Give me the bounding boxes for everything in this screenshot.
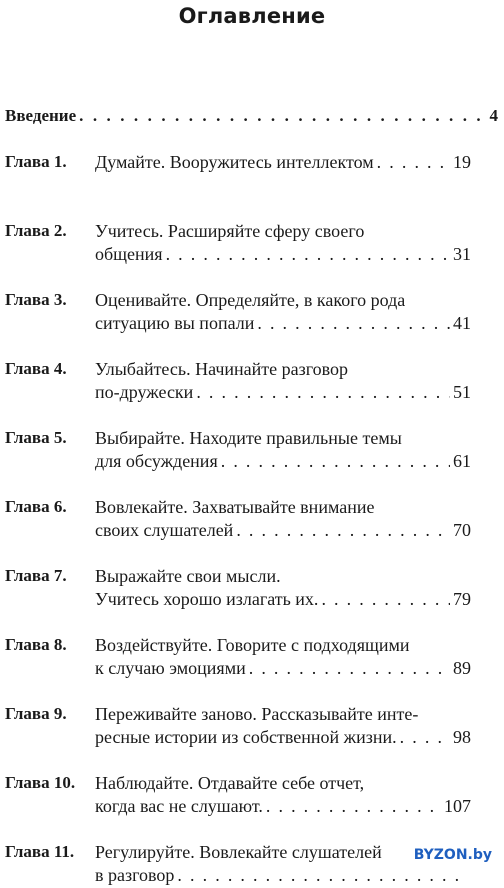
chapter-title-text: Думайте. Вооружитесь интеллектом bbox=[95, 152, 374, 172]
chapter-number: Глава 11. bbox=[5, 842, 75, 861]
page-number: 107 bbox=[444, 796, 471, 816]
chapter-title bbox=[95, 635, 471, 681]
chapter-title-text: Выбирайте. Находите правильные темы bbox=[95, 428, 402, 448]
chapter-title-line bbox=[95, 865, 471, 888]
chapter-title-text: Учитесь хорошо излагать их. bbox=[95, 589, 319, 609]
chapter-number: Глава 10. bbox=[5, 773, 76, 792]
page-number: 61 bbox=[453, 451, 471, 471]
chapter-title-line bbox=[95, 359, 471, 382]
chapter-title-text: Регулируйте. Вовлекайте слушателей bbox=[95, 842, 382, 862]
chapter-title-line bbox=[95, 497, 471, 520]
chapter-title-text: к случаю эмоциями bbox=[95, 658, 246, 678]
dot-leader bbox=[377, 152, 450, 173]
chapter-title-line bbox=[95, 773, 471, 796]
chapter-title bbox=[95, 773, 471, 819]
chapter-title-text: Воздействуйте. Говорите с подходящими bbox=[95, 635, 410, 655]
chapter-number: Глава 5. bbox=[5, 428, 67, 447]
dot-leader bbox=[196, 382, 450, 403]
chapter-title-text: Наблюдайте. Отдавайте себе отчет, bbox=[95, 773, 365, 793]
chapter-title bbox=[95, 152, 471, 175]
chapter-number: Глава 8. bbox=[5, 635, 67, 654]
chapter-title-line bbox=[95, 152, 471, 175]
chapter-title-line bbox=[95, 727, 471, 750]
chapter-title-line bbox=[95, 566, 471, 589]
dot-leader bbox=[266, 796, 441, 817]
chapter-title-line bbox=[95, 313, 471, 336]
dot-leader bbox=[257, 313, 450, 334]
dot-leader bbox=[249, 658, 450, 679]
page-number: 98 bbox=[453, 727, 471, 747]
chapter-number: Глава 6. bbox=[5, 497, 67, 516]
page-number: 51 bbox=[453, 382, 471, 402]
chapter-number: Глава 1. bbox=[5, 152, 67, 171]
chapter-title-line bbox=[95, 520, 471, 543]
chapter-title-text: своих слушателей bbox=[95, 520, 234, 540]
chapter-title-text: Улыбайтесь. Начинайте разговор bbox=[95, 359, 349, 379]
page-number: 89 bbox=[453, 658, 471, 678]
chapter-title-text: Оценивайте. Определяйте, в какого рода bbox=[95, 290, 406, 310]
chapter-title-line bbox=[95, 382, 471, 405]
chapter-title-line bbox=[95, 796, 471, 819]
page-number: 79 bbox=[453, 589, 471, 609]
chapter-number: Глава 9. bbox=[5, 704, 67, 723]
chapter-title-text: Вовлекайте. Захватывайте внимание bbox=[95, 497, 375, 517]
chapter-number: Глава 7. bbox=[5, 566, 67, 585]
chapter-title bbox=[95, 566, 471, 612]
watermark: BYZON.by bbox=[410, 846, 496, 864]
chapter-title-text: ресные истории из собственной жизни. bbox=[95, 727, 397, 747]
chapter-title-line bbox=[95, 221, 471, 244]
chapter-title bbox=[95, 497, 471, 543]
chapter-title-text: для обсуждения bbox=[95, 451, 218, 471]
chapter-title-line bbox=[95, 451, 471, 474]
chapter-title-line bbox=[95, 244, 471, 267]
dot-leader bbox=[177, 865, 468, 886]
chapter-title-text: Переживайте заново. Рассказывайте инте- bbox=[95, 704, 419, 724]
chapter-title-text: ситуацию вы попали bbox=[95, 313, 255, 333]
dot-leader bbox=[166, 244, 450, 265]
intro-label: Введение bbox=[5, 106, 77, 125]
chapter-title-text: когда вас не слушают. bbox=[95, 796, 263, 816]
page-number: 19 bbox=[453, 152, 471, 172]
chapter-title bbox=[95, 359, 471, 405]
chapter-title bbox=[95, 290, 471, 336]
chapter-title bbox=[95, 428, 471, 474]
chapter-title-line bbox=[95, 589, 471, 612]
chapter-title-line bbox=[95, 635, 471, 658]
dot-leader bbox=[221, 451, 450, 472]
chapter-number: Глава 3. bbox=[5, 290, 67, 309]
page-number: 41 bbox=[453, 313, 471, 333]
chapter-number: Глава 4. bbox=[5, 359, 67, 378]
dot-leader bbox=[79, 106, 486, 126]
chapter-title bbox=[95, 221, 471, 267]
chapter-title-line bbox=[95, 704, 471, 727]
chapter-title-text: Выражайте свои мысли. bbox=[95, 566, 281, 586]
chapter-title-line bbox=[95, 658, 471, 681]
chapter-title-line bbox=[95, 290, 471, 313]
chapter-title-text: Учитесь. Расширяйте сферу своего bbox=[95, 221, 365, 241]
chapter-title-text: общения bbox=[95, 244, 163, 264]
chapter-title bbox=[95, 704, 471, 750]
toc-entry-introduction[interactable] bbox=[5, 106, 498, 126]
page-number: 70 bbox=[453, 520, 471, 540]
chapter-title-text: по-дружески bbox=[95, 382, 194, 402]
chapter-number: Глава 2. bbox=[5, 221, 67, 240]
page-number: 31 bbox=[453, 244, 471, 264]
dot-leader bbox=[236, 520, 450, 541]
chapter-title-text: в разговор bbox=[95, 865, 175, 885]
page-title: Оглавление bbox=[178, 4, 326, 28]
page-number: 4 bbox=[489, 106, 498, 125]
dot-leader bbox=[321, 589, 450, 610]
chapter-title-line bbox=[95, 428, 471, 451]
dot-leader bbox=[400, 727, 450, 748]
